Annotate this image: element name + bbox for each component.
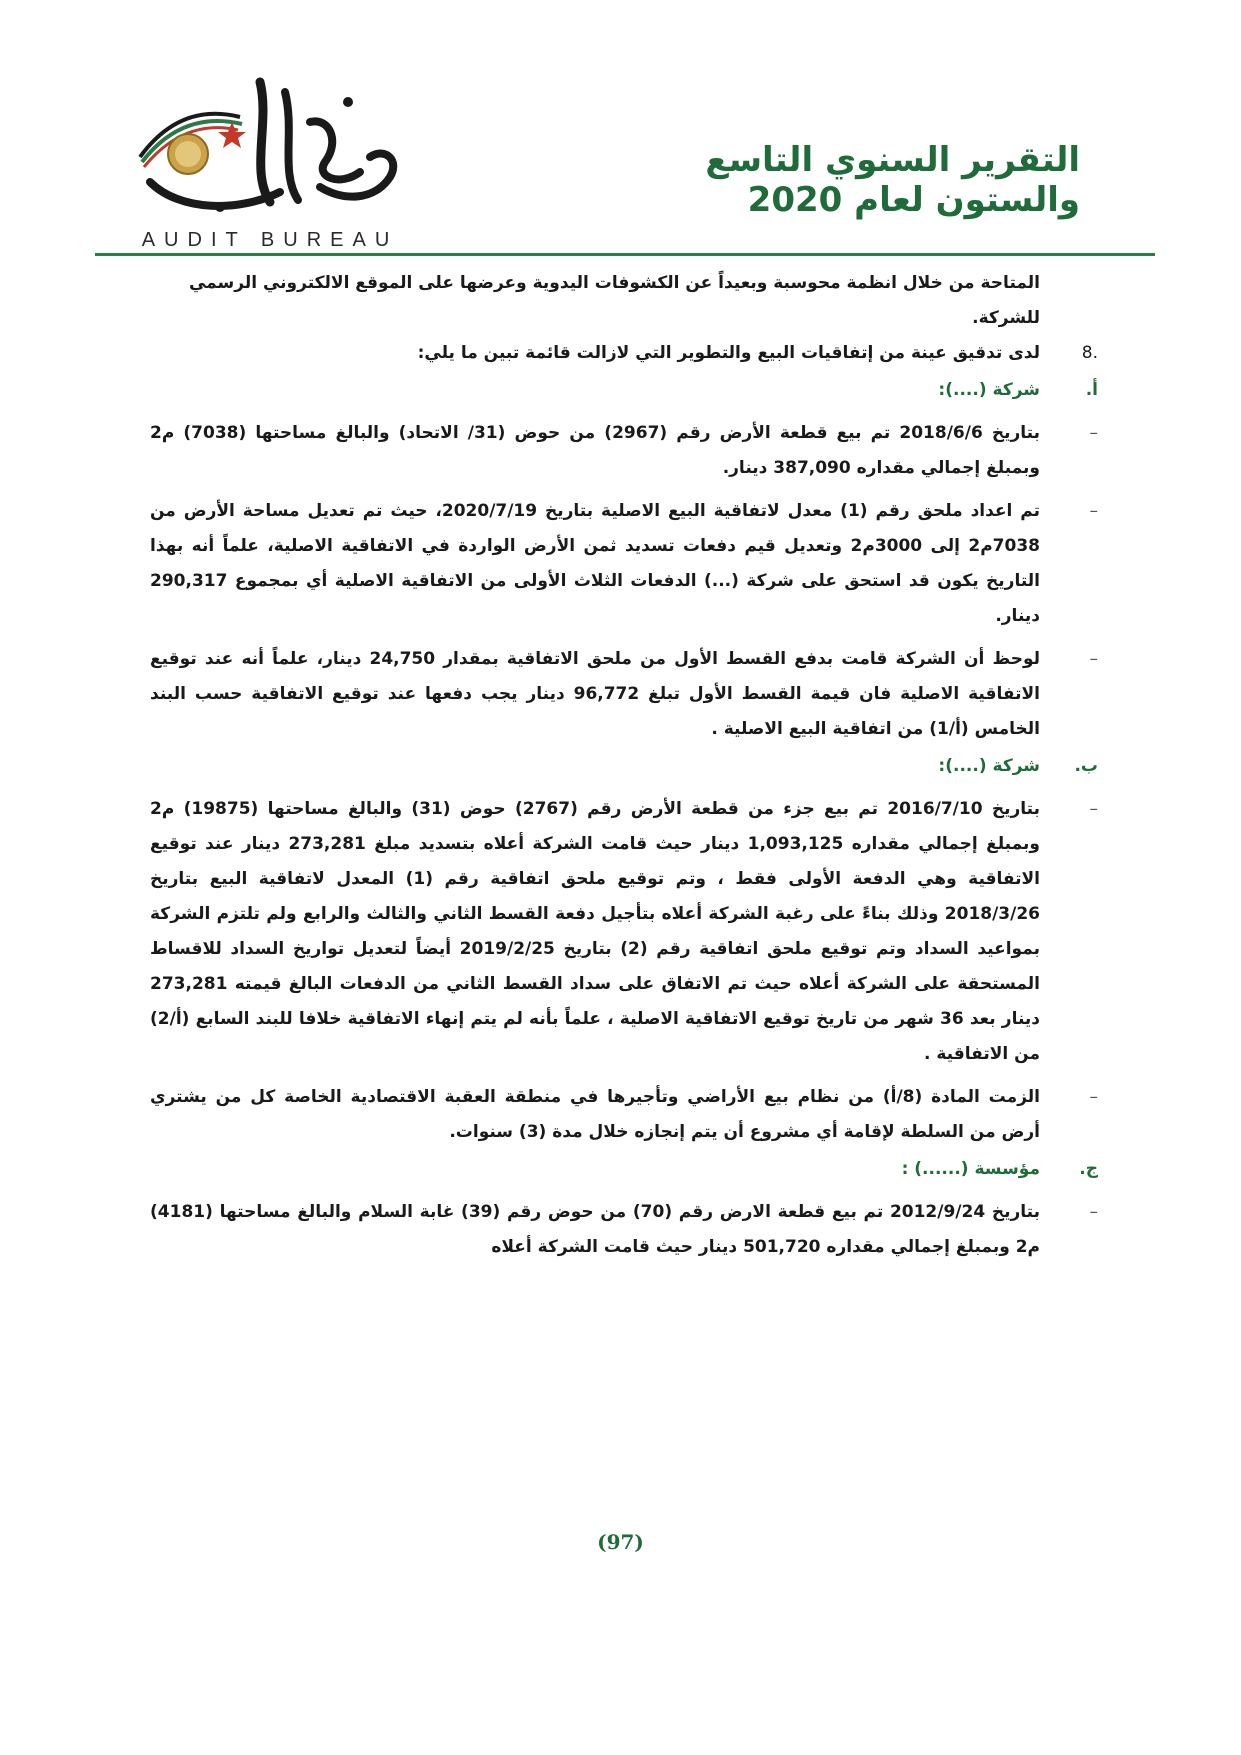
subsection-b-letter: ب. xyxy=(1074,756,1098,776)
audit-bureau-logo xyxy=(120,62,420,252)
bullet-text: لوحظ أن الشركة قامت بدفع القسط الأول من ملحق الاتفاقية بمقدار 24,750 دينار، علماً أنه عند توقيع الاتفاقية الاصلية فان قيمة القسط الأول تبلغ 96,772 دينار يجب دفعها عند توقيع الاتفاقية حسب البند الخامس (أ/1) من اتفاقية البيع الاصلية . xyxy=(150,649,1040,739)
page-number: (97) xyxy=(597,1530,644,1554)
intro-line-2: للشركة. xyxy=(972,308,1040,328)
list-item xyxy=(150,642,1098,747)
bullet-text: تم اعداد ملحق رقم (1) معدل لاتفاقية البيع الاصلية بتاريخ 2020/7/19، حيث تم تعديل مساحة الأرض من 7038م2 إلى 3000م2 وتعديل قيم دفعات تسديد ثمن الأرض الواردة في الاتفاقية الاصلية، علماً أنه بهذا التاريخ يكون قد استحق على شركة (...) الدفعات الثلاث الأولى من الاتفاقية الاصلية أي بمجموع 290,317 دينار. xyxy=(150,501,1040,626)
subsection-a-letter: أ. xyxy=(1085,380,1098,400)
header-divider xyxy=(95,253,1155,256)
subsection-c-letter: ج. xyxy=(1079,1159,1098,1179)
item-8-marker: .8 xyxy=(1081,343,1098,363)
item-8 xyxy=(150,336,1098,371)
subsection-c xyxy=(150,1152,1098,1187)
intro-line-1: المتاحة من خلال انظمة محوسبة وبعيداً عن الكشوفات اليدوية وعرضها على الموقع الالكتروني الرسمي xyxy=(188,273,1040,293)
document-body xyxy=(150,266,1098,1265)
list-item xyxy=(150,494,1098,634)
bullet-text: بتاريخ 2018/6/6 تم بيع قطعة الأرض رقم (2967) من حوض (31/ الاتحاد) والبالغ مساحتها (7038) م2 وبمبلغ إجمالي مقداره 387,090 دينار. xyxy=(150,423,1041,478)
subsection-c-title: مؤسسة (......) : xyxy=(901,1159,1040,1179)
subsection-b xyxy=(150,749,1098,784)
logo-text: AUDIT BUREAU xyxy=(141,229,399,251)
bullet-dash-icon: – xyxy=(1089,1087,1098,1107)
subsection-a-title: شركة (....): xyxy=(938,380,1040,400)
bullet-dash-icon: – xyxy=(1089,501,1098,521)
bullet-dash-icon: – xyxy=(1089,799,1098,819)
bullet-text: الزمت المادة (8/أ) من نظام بيع الأراضي وتأجيرها في منطقة العقبة الاقتصادية الخاصة كل من يشتري أرض من السلطة لإقامة أي مشروع أن يتم إنجازه خلال مدة (3) سنوات. xyxy=(150,1087,1040,1142)
item-8-text: لدى تدقيق عينة من إتفاقيات البيع والتطوير التي لازالت قائمة تبين ما يلي: xyxy=(417,343,1040,363)
list-item xyxy=(150,416,1098,486)
logo-emblem-icon xyxy=(120,62,420,222)
bullet-text: بتاريخ 2016/7/10 تم بيع جزء من قطعة الأرض رقم (2767) حوض (31) والبالغ مساحتها (19875) م2 وبمبلغ إجمالي مقداره 1,093,125 دينار حيث قامت الشركة أعلاه بتسديد مبلغ 273,281 دينار عند توقيع الاتفاقية وهي الدفعة الأولى فقط ، وتم توقيع ملحق اتفاقية رقم (1) المعدل لاتفاقية البيع بتاريخ 2018/3/26 وذلك بناءً على رغبة الشركة أعلاه بتأجيل دفعة القسط الثاني والثالث والرابع ولم تلتزم الشركة بمواعيد السداد وتم توقيع ملحق اتفاقية رقم (2) بتاريخ 2019/2/25 أيضاً لتعديل تواريخ السداد للاقساط المستحقة على الشركة أعلاه حيث تم الاتفاق على سداد القسط الثاني من الدفعات البالغ قيمته 273,281 دينار بعد 36 شهر من تاريخ توقيع الاتفاقية الاصلية ، علماً بأنه لم يتم إنهاء الاتفاقية خلافا للبند السابع (أ/2) من الاتفاقية . xyxy=(150,799,1041,1064)
bullet-dash-icon: – xyxy=(1089,423,1098,443)
subsection-a xyxy=(150,373,1098,408)
bullet-dash-icon: – xyxy=(1089,1202,1098,1222)
bullet-text: بتاريخ 2012/9/24 تم بيع قطعة الارض رقم (70) من حوض رقم (39) غابة السلام والبالغ مساحتها (4181) م2 وبمبلغ إجمالي مقداره 501,720 دينار حيث قامت الشركة أعلاه xyxy=(150,1202,1040,1257)
list-item xyxy=(150,1195,1098,1265)
list-item xyxy=(150,1080,1098,1150)
report-title: التقرير السنوي التاسع والستون لعام 2020 xyxy=(705,140,1080,220)
bullet-dash-icon: – xyxy=(1089,649,1098,669)
list-item xyxy=(150,792,1098,1072)
subsection-b-title: شركة (....): xyxy=(938,756,1040,776)
